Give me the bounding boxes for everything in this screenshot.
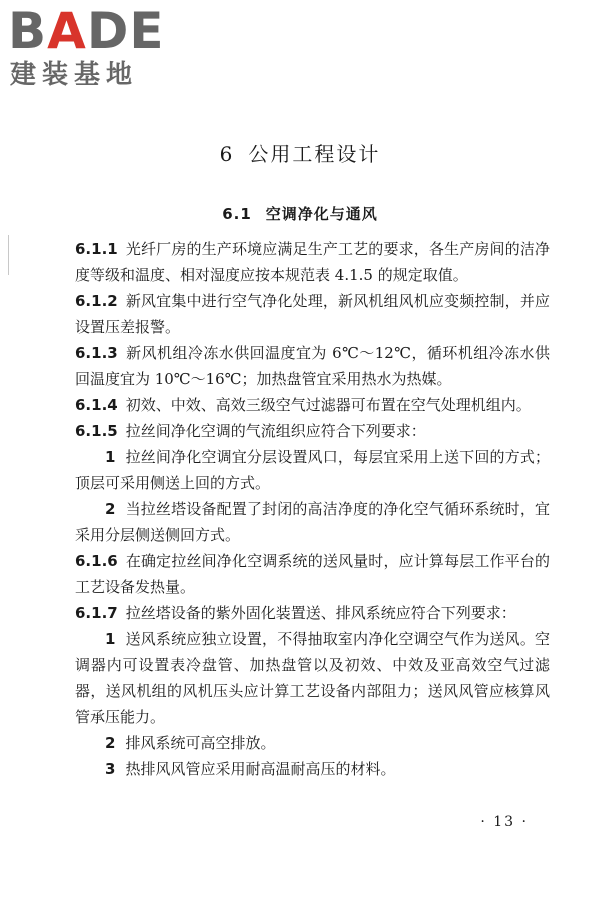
clause-6-1-7	[75, 600, 550, 626]
list-item	[75, 730, 550, 756]
item-number: 2	[105, 734, 116, 752]
clause-number: 6.1.5	[75, 422, 118, 440]
chapter-number: 6	[219, 142, 235, 166]
list-item	[75, 444, 550, 496]
clause-6-1-2	[75, 288, 550, 340]
clause-6-1-1	[75, 236, 550, 288]
clause-text: 新风宜集中进行空气净化处理，新风机组风机应变频控制，并应设置压差报警。	[75, 292, 550, 336]
item-number: 2	[105, 500, 116, 518]
clause-text: 拉丝塔设备的紫外固化装置送、排风系统应符合下列要求：	[125, 604, 516, 622]
section-title-text: 空调净化与通风	[265, 205, 378, 223]
item-text: 当拉丝塔设备配置了封闭的高洁净度的净化空气循环系统时，宜采用分层侧送侧回方式。	[75, 500, 550, 544]
clause-number: 6.1.2	[75, 292, 118, 310]
logo	[8, 4, 178, 92]
page-number: · 13 ·	[480, 814, 528, 830]
clause-text: 初效、中效、高效三级空气过滤器可布置在空气处理机组内。	[125, 396, 531, 414]
clause-text: 拉丝间净化空调的气流组织应符合下列要求：	[125, 422, 426, 440]
section-title	[0, 203, 600, 225]
chapter-title	[0, 140, 600, 168]
logo-subtitle: 建装基地	[10, 60, 139, 90]
clause-6-1-3	[75, 340, 550, 392]
item-number: 1	[105, 448, 116, 466]
clause-text: 新风机组冷冻水供回温度宜为 6℃～12℃，循环机组冷冻水供回温度宜为 10℃～16℃；加热盘管宜采用热水为热媒。	[75, 344, 550, 388]
clause-number: 6.1.1	[75, 240, 118, 258]
clause-text: 光纤厂房的生产环境应满足生产工艺的要求，各生产房间的洁净度等级和温度、相对湿度应按本规范表 4.1.5 的规定取值。	[75, 240, 550, 284]
list-item	[75, 626, 550, 730]
clause-text: 在确定拉丝间净化空调系统的送风量时，应计算每层工作平台的工艺设备发热量。	[75, 552, 550, 596]
clause-number: 6.1.7	[75, 604, 118, 622]
logo-wordmark: BADE	[8, 2, 165, 60]
list-item	[75, 496, 550, 548]
clause-number: 6.1.4	[75, 396, 118, 414]
clause-6-1-4	[75, 392, 550, 418]
list-item	[75, 756, 550, 782]
clause-number: 6.1.3	[75, 344, 118, 362]
clause-number: 6.1.6	[75, 552, 118, 570]
section-number: 6.1	[222, 205, 252, 223]
clauses-body	[75, 236, 550, 782]
item-text: 拉丝间净化空调宜分层设置风口，每层宜采用上送下回的方式；顶层可采用侧送上回的方式。	[75, 448, 550, 492]
item-text: 排风系统可高空排放。	[125, 734, 276, 752]
clause-6-1-6	[75, 548, 550, 600]
chapter-title-text: 公用工程设计	[248, 142, 381, 166]
item-number: 3	[105, 760, 116, 778]
clause-6-1-5	[75, 418, 550, 444]
item-text: 送风系统应独立设置，不得抽取室内净化空调空气作为送风。空调器内可设置表冷盘管、加热盘管以及初效、中效及亚高效空气过滤器，送风机组的风机压头应计算工艺设备内部阻力；送风风管应核算风管承压能力。	[75, 630, 550, 726]
item-text: 热排风风管应采用耐高温耐高压的材料。	[125, 760, 396, 778]
scan-edge-mark	[8, 235, 9, 275]
item-number: 1	[105, 630, 116, 648]
